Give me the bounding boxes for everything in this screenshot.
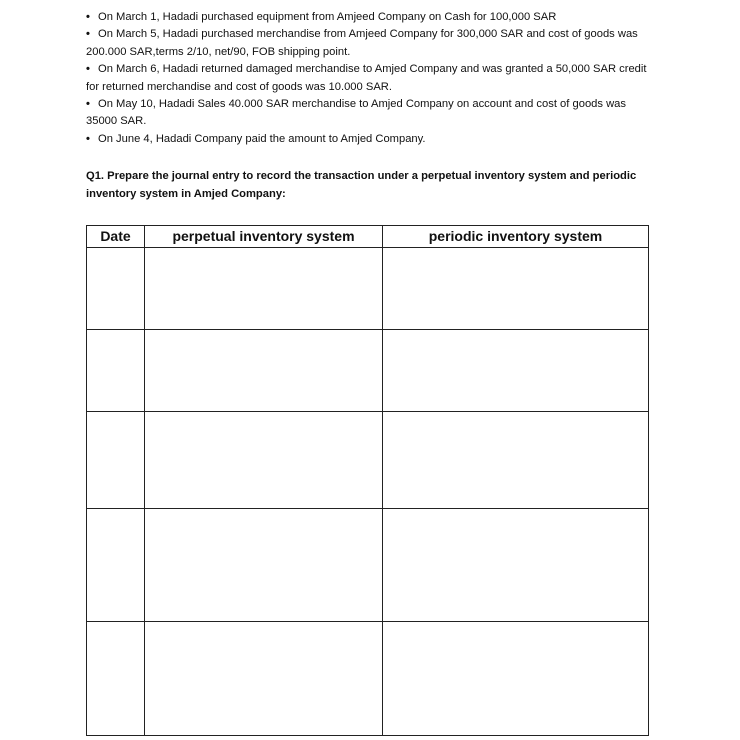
- bullet-text: On March 6, Hadadi returned damaged merchandise to Amjed Company and was granted a 50,000 SAR credit for returned merchandise and cost of goods was 10.000 SAR.: [86, 63, 647, 93]
- bullet-icon: •: [86, 63, 90, 76]
- question-prompt: Q1. Prepare the journal entry to record the transaction under a perpetual inventory system and periodic inventory system in Amjed Company:: [86, 170, 637, 200]
- perpetual-entry-cell[interactable]: [145, 248, 383, 330]
- periodic-entry-cell[interactable]: [383, 330, 649, 412]
- date-cell[interactable]: [87, 622, 145, 736]
- bullet-text: On May 10, Hadadi Sales 40.000 SAR merchandise to Amjed Company on account and cost of goods was 35000 SAR.: [86, 98, 626, 128]
- list-item: [86, 9, 652, 26]
- table-row: [87, 509, 649, 622]
- periodic-column-header: periodic inventory system: [383, 226, 649, 248]
- perpetual-entry-cell[interactable]: [145, 509, 383, 622]
- date-cell[interactable]: [87, 509, 145, 622]
- list-item: [86, 61, 652, 96]
- bullet-text: On March 5, Hadadi purchased merchandise from Amjeed Company for 300,000 SAR and cost of goods was 200.000 SAR,terms 2/10, net/90, FOB shipping point.: [86, 28, 638, 58]
- table-row: [87, 248, 649, 330]
- periodic-entry-cell[interactable]: [383, 509, 649, 622]
- table-row: [87, 330, 649, 412]
- table-header-row: [87, 226, 649, 248]
- list-item: [86, 131, 652, 148]
- bullet-icon: •: [86, 28, 90, 41]
- bullet-text: On June 4, Hadadi Company paid the amount to Amjed Company.: [98, 132, 426, 145]
- date-cell[interactable]: [87, 330, 145, 412]
- perpetual-column-header: perpetual inventory system: [145, 226, 383, 248]
- date-cell[interactable]: [87, 248, 145, 330]
- bullet-icon: •: [86, 132, 90, 145]
- bullet-icon: •: [86, 98, 90, 111]
- table-row: [87, 412, 649, 509]
- perpetual-entry-cell[interactable]: [145, 412, 383, 509]
- perpetual-entry-cell[interactable]: [145, 622, 383, 736]
- table-row: [87, 622, 649, 736]
- journal-entry-table: [86, 225, 649, 736]
- date-cell[interactable]: [87, 412, 145, 509]
- perpetual-entry-cell[interactable]: [145, 330, 383, 412]
- date-column-header: Date: [87, 226, 145, 248]
- bullet-text: On March 1, Hadadi purchased equipment from Amjeed Company on Cash for 100,000 SAR: [98, 11, 557, 23]
- transaction-list: [86, 9, 652, 148]
- bullet-icon: •: [86, 11, 90, 23]
- periodic-entry-cell[interactable]: [383, 248, 649, 330]
- list-item: [86, 26, 652, 61]
- list-item: [86, 96, 652, 131]
- periodic-entry-cell[interactable]: [383, 412, 649, 509]
- periodic-entry-cell[interactable]: [383, 622, 649, 736]
